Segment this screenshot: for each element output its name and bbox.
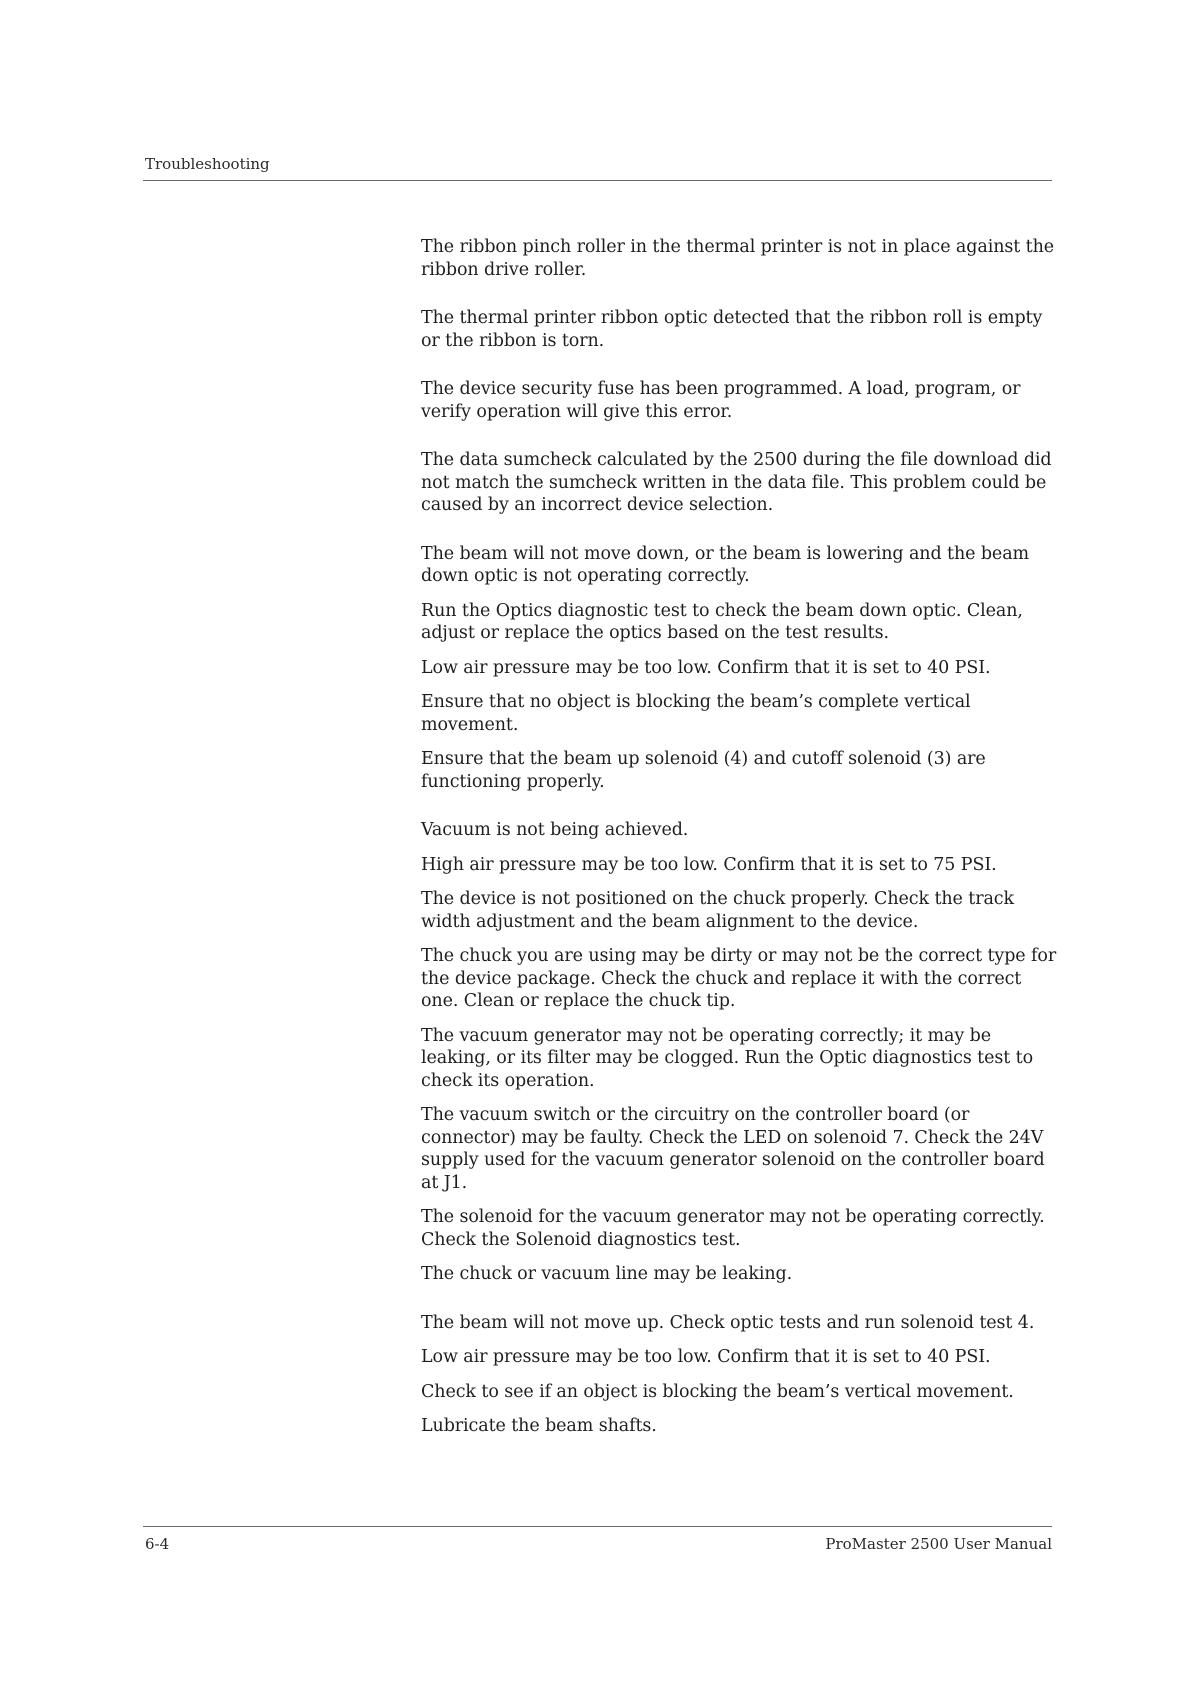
issue-block: [421, 378, 1061, 423]
remedy-text: Ensure that no object is blocking the beam’s complete vertical movement.: [421, 692, 971, 735]
remedy-text: Lubricate the beam shafts.: [421, 1416, 657, 1436]
remedy-text: Low air pressure may be too low. Confirm that it is set to 40 PSI.: [421, 657, 991, 678]
issue-block: [421, 819, 1061, 1286]
issue-block: [421, 449, 1061, 517]
remedy-text: The chuck or vacuum line may be leaking.: [421, 1264, 793, 1284]
manual-title: ProMaster 2500 User Manual: [825, 1535, 1052, 1553]
remedy-text: The vacuum switch or the circuitry on the controller board (or connector) may be faulty. Check the LED on solenoid 7. Check the 24V supply used for the vacuum generator solenoid on the controller board at J1.: [421, 1105, 1045, 1193]
issue-block: [421, 543, 1061, 794]
issue-description: The ribbon pinch roller in the thermal printer is not in place against the ribbon drive roller.: [421, 237, 1054, 280]
issue-description: The device security fuse has been programmed. A load, program, or verify operation will give this error.: [421, 379, 1021, 422]
issue-description: The data sumcheck calculated by the 2500 during the file download did not match the sumcheck written in the data file. This problem could be caused by an incorrect device selection.: [421, 450, 1052, 515]
remedy-text: The device is not positioned on the chuck properly. Check the track width adjustment and the beam alignment to the device.: [421, 889, 1015, 932]
remedy-text: High air pressure may be too low. Confirm that it is set to 75 PSI.: [421, 854, 997, 875]
issue-block: [421, 307, 1061, 352]
running-header-title: Troubleshooting: [145, 155, 270, 173]
remedy-text: Check to see if an object is blocking the beam’s vertical movement.: [421, 1381, 1014, 1402]
remedy-text: Low air pressure may be too low. Confirm that it is set to 40 PSI.: [421, 1347, 991, 1367]
remedy-text: Run the Optics diagnostic test to check the beam down optic. Clean, adjust or replace the optics based on the test results.: [421, 600, 1023, 643]
issue-description: The beam will not move down, or the beam is lowering and the beam down optic is not operating correctly.: [421, 543, 1030, 586]
issue-description: Vacuum is not being achieved.: [421, 820, 689, 840]
remedy-text: Ensure that the beam up solenoid (4) and cutoff solenoid (3) are functioning properly.: [421, 749, 986, 792]
page-footer: [143, 1526, 1052, 1557]
remedy-text: The vacuum generator may not be operating correctly; it may be leaking, or its filter may be clogged. Run the Optic diagnostics test to check its operation.: [421, 1025, 1034, 1091]
remedy-text: The solenoid for the vacuum generator may not be operating correctly. Check the Solenoid diagnostics test.: [421, 1207, 1045, 1250]
page-number: 6-4: [145, 1535, 170, 1553]
issue-block: [421, 236, 1061, 281]
issue-description: The beam will not move up. Check optic tests and run solenoid test 4.: [421, 1312, 1035, 1333]
issue-description: The thermal printer ribbon optic detected that the ribbon roll is empty or the ribbon is torn.: [421, 308, 1043, 351]
remedy-text: The chuck you are using may be dirty or may not be the correct type for the device package. Check the chuck and replace it with the correct one. Clean or replace the chuck tip.: [421, 946, 1057, 1011]
issue-block: [421, 1312, 1061, 1438]
page-header: [143, 151, 1052, 181]
troubleshooting-content: [421, 236, 1061, 1452]
